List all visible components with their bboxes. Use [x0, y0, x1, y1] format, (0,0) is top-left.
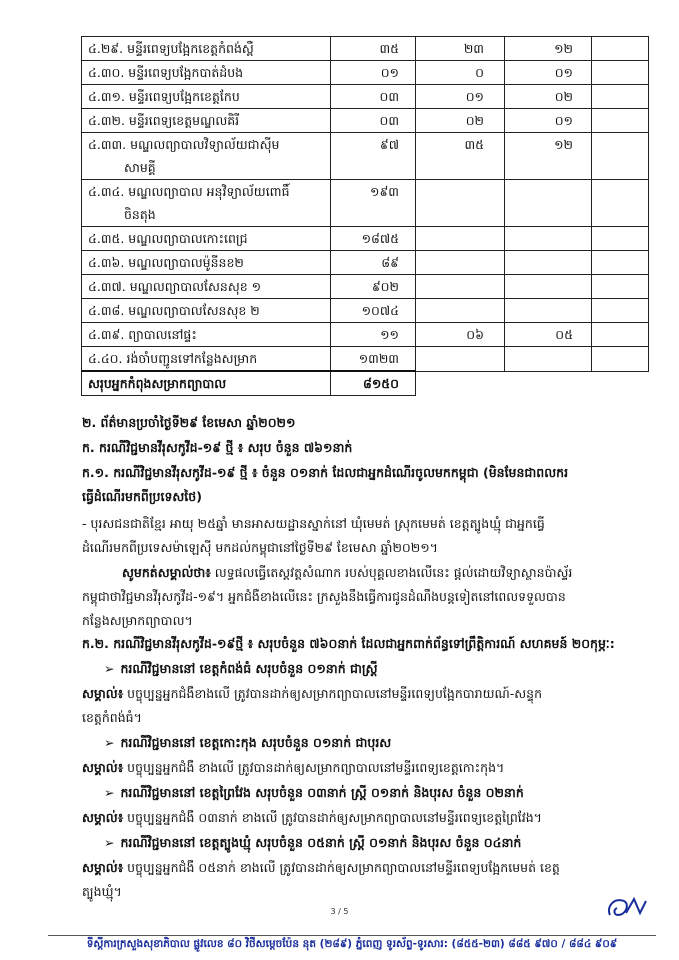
arrow-icon: ➢ — [104, 835, 115, 850]
count-cell: ១២ — [505, 133, 592, 180]
subsection-a1-heading: ក.១. ករណីវិជ្ជមានវីរុសកូវីដ-១៩ ថ្មី ៖ ចំនួន ០១នាក់ ដែលជាអ្នកដំណើរចូលមកកម្ពុជា (មិនមែនជាពលករ ធ្វើដំណើរមកពីប្រទេសថៃ) — [82, 465, 569, 504]
bullet-prey-veng: ➢ ករណីវិជ្ជមាននៅ ខេត្តព្រៃវែង សរុបចំនួន ០៣នាក់ ស្ត្រី ០១នាក់ និងបុរស ចំនួន ០២នាក់ — [104, 785, 524, 800]
facility-name-cell: ៤.៤០. រង់ចាំបញ្ជូនទៅកន្លែងសម្រាក — [82, 347, 331, 372]
empty-cell — [592, 347, 649, 372]
table-row — [82, 61, 649, 85]
subsection-a-heading: ក. ករណីវិជ្ជមានវីរុសកូវីដ-១៩ ថ្មី ៖ សរុប ចំនួន ៧៦១នាក់ — [82, 440, 353, 455]
facility-name-cell: ៤.២៩. មន្ទីរពេទ្យបង្អែកខេត្តកំពង់ស្ពឺ — [82, 37, 331, 61]
table-row — [82, 323, 649, 347]
note-label: សូមកត់សម្គាល់ថា៖ — [122, 565, 211, 580]
total-value: ៨១៥០ — [331, 371, 416, 396]
count-cell: ១២ — [505, 37, 592, 61]
count-cell — [416, 275, 505, 299]
facility-name-cell: ៤.៣៨. មណ្ឌលព្យាបាលសែនសុខ ២ — [82, 299, 331, 323]
empty-cell — [592, 61, 649, 85]
count-cell: ១០៧៤ — [331, 299, 416, 323]
count-cell: ២៣ — [416, 37, 505, 61]
empty-cell — [592, 85, 649, 109]
count-cell: ៣៥ — [416, 133, 505, 180]
table-row — [82, 37, 649, 61]
footer-contact: ទីស្តីការក្រសួងសុខាភិបាល ផ្លូវលេខ ៨០ វិថីសម្តេចប៉ែន នុត (២៨៩) ភ្នំពេញ ទូរស័ព្ទ-ទូរសារ: (៨៥៥-២៣) ៨៨៥ ៩៧០ / ៨៨៤ ៩០៩ — [86, 938, 618, 950]
count-cell: ០៣ — [331, 109, 416, 133]
page-number: 3 / 5 — [330, 907, 349, 916]
table-row — [82, 347, 649, 372]
facility-name-cell: ៤.៣៦. មណ្ឌលព្យាបាលម៉ូនីនខ២ — [82, 251, 331, 275]
count-cell: ០២ — [416, 109, 505, 133]
count-cell: ០៦ — [416, 323, 505, 347]
count-cell: ៨៩ — [331, 251, 416, 275]
count-cell: ០ — [416, 61, 505, 85]
note-prey-veng: សម្គាល់៖ បច្ចុប្បន្នអ្នកជំងឺ ០៣នាក់ ខាងលើ ត្រូវបានដាក់ឲ្យសម្រាកព្យាបាលនៅមន្ទីរពេទ្យខេត្តព្រៃវែង។ — [82, 810, 542, 825]
facility-name-cell: ៤.៣១. មន្ទីរពេទ្យបង្អែកខេត្តកែប — [82, 85, 331, 109]
table-row — [82, 227, 649, 251]
count-cell: ០៣ — [331, 85, 416, 109]
count-cell — [416, 347, 505, 372]
count-cell — [505, 299, 592, 323]
facility-name-cell: ៤.៣៣. មណ្ឌលព្យាបាលវិទ្យាល័យជាស៊ីម សាមគ្គី — [82, 133, 331, 180]
count-cell — [505, 275, 592, 299]
table-row — [82, 109, 649, 133]
empty-cell — [592, 227, 649, 251]
bullet-koh-kong: ➢ ករណីវិជ្ជមាននៅ ខេត្តកោះកុង សរុបចំនួន ០១នាក់ ជាបុរស — [104, 735, 392, 750]
arrow-icon: ➢ — [104, 735, 115, 750]
count-cell: ១៨៧៥ — [331, 227, 416, 251]
empty-cell — [592, 323, 649, 347]
total-label: សរុបអ្នកកំពុងសម្រាកព្យាបាល — [82, 371, 331, 396]
facility-name-cell: ៤.៣៥. មណ្ឌលព្យាបាលកោះពេជ្រ — [82, 227, 331, 251]
count-cell: ០១ — [331, 61, 416, 85]
facility-name-cell: ៤.៣៤. មណ្ឌលព្យាបាល អនុវិទ្យាល័យពោធិ៍ ចិនតុង — [82, 180, 331, 227]
empty-cell — [592, 299, 649, 323]
count-cell — [505, 180, 592, 227]
count-cell: ១១ — [331, 323, 416, 347]
note-koh-kong: សម្គាល់៖ បច្ចុប្បន្នអ្នកជំងឺ ខាងលើ ត្រូវបានដាក់ឲ្យសម្រាកព្យាបាលនៅមន្ទីរពេទ្យខេត្តកោះកុង។ — [82, 760, 505, 775]
table-row — [82, 133, 649, 180]
count-cell — [505, 347, 592, 372]
count-cell — [505, 227, 592, 251]
facility-name-cell: ៤.៣២. មន្ទីរពេទ្យខេត្តមណ្ឌលគិរី — [82, 109, 331, 133]
treatment-table — [81, 36, 649, 396]
a1-case-paragraph: - បុរសជនជាតិខ្មែរ អាយុ ២៥ឆ្នាំ មានអាសយដ្ឋានស្នាក់នៅ ឃុំមេមត់ ស្រុកមេមត់ ខេត្តត្បូងឃ្មុំ ជាអ្នកធ្វើ ដំណើរមកពីប្រទេសម៉ាឡេស៊ី មកដល់កម្ពុជានៅថ្ងៃទី២៩ ខែមេសា ឆ្នាំ២០២១។ — [82, 516, 545, 555]
facility-name-cell: ៤.៣៩. ព្យាបាលនៅផ្ទះ — [82, 323, 331, 347]
empty-cell — [592, 133, 649, 180]
count-cell — [416, 299, 505, 323]
count-cell: ០១ — [505, 109, 592, 133]
count-cell: ៣៥ — [331, 37, 416, 61]
empty-cell — [592, 275, 649, 299]
count-cell: ០១ — [416, 85, 505, 109]
count-cell: ០២ — [505, 85, 592, 109]
count-cell — [416, 180, 505, 227]
arrow-icon: ➢ — [104, 661, 115, 676]
empty-cell — [592, 180, 649, 227]
note-kampong-thom: សម្គាល់៖ បច្ចុប្បន្នអ្នកជំងឺខាងលើ ត្រូវបានដាក់ឲ្យសម្រាកព្យាបាលនៅមន្ទីរពេទ្យបង្អែកបារាយណ៍-សន្ទុក ខេត្តកំពង់ធំ។ — [82, 686, 543, 725]
arrow-icon: ➢ — [104, 785, 115, 800]
count-cell: ១៣២៣ — [331, 347, 416, 372]
bullet-kampong-thom: ➢ ករណីវិជ្ជមាននៅ ខេត្តកំពង់ធំ សរុបចំនួន ០១នាក់ ជាស្ត្រី — [104, 661, 378, 676]
count-cell — [416, 227, 505, 251]
ministry-logo-icon — [604, 893, 648, 923]
facility-name-cell: ៤.៣៧. មណ្ឌលព្យាបាលសែនសុខ ១ — [82, 275, 331, 299]
subsection-a2-heading: ក.២. ករណីវិជ្ជមានវីរុសកូវីដ-១៩ថ្មី ៖ សរុបចំនួន ៧៦០នាក់ ដែលជាអ្នកពាក់ព័ន្ធទៅព្រឹត្តិការណ៍ សហគមន៍ ២០កុម្ភៈ: — [82, 636, 615, 651]
facility-name-cell: ៤.៣០. មន្ទីរពេទ្យបង្អែកបាត់ដំបង — [82, 61, 331, 85]
count-cell: ០១ — [505, 61, 592, 85]
count-cell: ៩៧ — [331, 133, 416, 180]
count-cell — [505, 251, 592, 275]
table-row — [82, 299, 649, 323]
count-cell: ០៥ — [505, 323, 592, 347]
empty-cell — [592, 109, 649, 133]
section-heading: ២. ព័ត៌មានប្រចាំថ្ងៃទី២៩ ខែមេសា ឆ្នាំ២០២១ — [82, 415, 296, 430]
count-cell: ១៩៣ — [331, 180, 416, 227]
count-cell: ៩០២ — [331, 275, 416, 299]
total-row — [82, 371, 649, 396]
table-row — [82, 85, 649, 109]
table-row — [82, 251, 649, 275]
empty-cell — [592, 251, 649, 275]
a1-note-paragraph: សូមកត់សម្គាល់ថា៖ លទ្ធផលធ្វើតេស្តវត្តសំណាក របស់បុគ្គលខាងលើនេះ ផ្តល់ដោយវិទ្យាស្ថានប៉ាស្ទ័រ កម្ពុជាថាវិជ្ជមានវីរុសកូវីដ-១៩។ អ្នកជំងឺខាងលើនេះ ក្រសួងនឹងធ្វើការជូនដំណឹងបន្តទៀតនៅពេលទទួលបាន កន្លែងសម្រាកព្យាបាល។ — [82, 565, 573, 628]
table-row — [82, 180, 649, 227]
bullet-tboung-khmum: ➢ ករណីវិជ្ជមាននៅ ខេត្តត្បូងឃ្មុំ សរុបចំនួន ០៥នាក់ ស្ត្រី ០១នាក់ និងបុរស ចំនួន ០៤នាក់ — [104, 835, 522, 850]
note-tboung-khmum: សម្គាល់៖ បច្ចុប្បន្នអ្នកជំងឺ ០៥នាក់ ខាងលើ ត្រូវបានដាក់ឲ្យសម្រាកព្យាបាលនៅមន្ទីរពេទ្យបង្អែកមេមត់ ខេត្ត ត្បូងឃ្មុំ។ — [82, 860, 560, 899]
footer-divider — [48, 935, 656, 936]
empty-cell — [592, 37, 649, 61]
table-row — [82, 275, 649, 299]
count-cell — [416, 251, 505, 275]
